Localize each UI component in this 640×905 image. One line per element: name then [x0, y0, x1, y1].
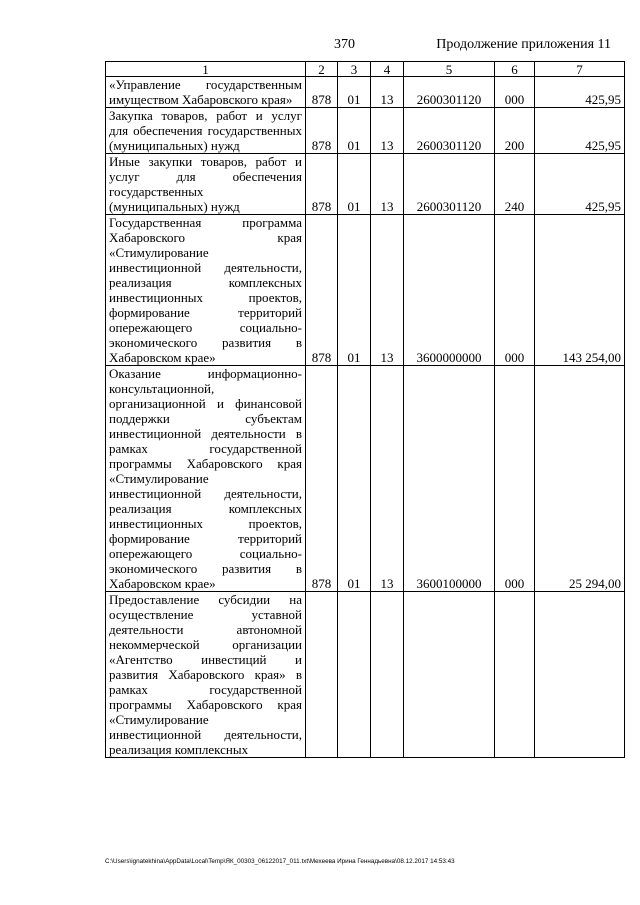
- row-name: Закупка товаров, работ и услуг для обеспечения государственных (муниципальных) нужд: [106, 108, 306, 154]
- ministry-code: 878: [306, 108, 338, 154]
- budget-table: [105, 61, 625, 758]
- target-article: [404, 592, 495, 758]
- subsection-code: 13: [371, 366, 404, 592]
- ministry-code: 878: [306, 366, 338, 592]
- column-header: 5: [404, 62, 495, 77]
- column-header: 6: [495, 62, 535, 77]
- subsection-code: 13: [371, 154, 404, 215]
- ministry-code: [306, 592, 338, 758]
- table-row: [106, 592, 625, 758]
- expense-type: 000: [495, 366, 535, 592]
- target-article: 3600100000: [404, 366, 495, 592]
- subsection-code: 13: [371, 77, 404, 108]
- table-row: [106, 77, 625, 108]
- column-header: 7: [535, 62, 625, 77]
- amount: 425,95: [535, 108, 625, 154]
- row-name: Оказание информационно-консультационной, организационной и финансовой поддержки субъектам инвестиционной деятельности в рамках государственной программы Хабаровского края «Стимулирование инвестиционной деятельности, реализация комплексных инвестиционных проектов, формирование территорий опережающего социально-экономического развития в Хабаровском крае»: [106, 366, 306, 592]
- table-row: [106, 366, 625, 592]
- amount: 425,95: [535, 154, 625, 215]
- expense-type: 000: [495, 215, 535, 366]
- subsection-code: [371, 592, 404, 758]
- target-article: 3600000000: [404, 215, 495, 366]
- ministry-code: 878: [306, 154, 338, 215]
- section-code: 01: [338, 215, 371, 366]
- column-header: 1: [106, 62, 306, 77]
- page-number: 370: [334, 37, 355, 52]
- target-article: 2600301120: [404, 154, 495, 215]
- row-name: Государственная программа Хабаровского края «Стимулирование инвестиционной деятельности, реализация комплексных инвестиционных проектов, формирование территорий опережающего социально-экономического развития в Хабаровском крае»: [106, 215, 306, 366]
- ministry-code: 878: [306, 215, 338, 366]
- expense-type: [495, 592, 535, 758]
- target-article: 2600301120: [404, 77, 495, 108]
- continuation-label: Продолжение приложения 11: [436, 37, 611, 52]
- table-row: [106, 215, 625, 366]
- amount: 25 294,00: [535, 366, 625, 592]
- expense-type: 240: [495, 154, 535, 215]
- amount: [535, 592, 625, 758]
- subsection-code: 13: [371, 108, 404, 154]
- section-code: [338, 592, 371, 758]
- row-name: Иные закупки товаров, работ и услуг для обеспечения государственных (муниципальных) нужд: [106, 154, 306, 215]
- section-code: 01: [338, 77, 371, 108]
- amount: 143 254,00: [535, 215, 625, 366]
- amount: 425,95: [535, 77, 625, 108]
- table-header-row: [106, 62, 625, 77]
- section-code: 01: [338, 154, 371, 215]
- expense-type: 000: [495, 77, 535, 108]
- target-article: 2600301120: [404, 108, 495, 154]
- ministry-code: 878: [306, 77, 338, 108]
- column-header: 4: [371, 62, 404, 77]
- table-row: [106, 154, 625, 215]
- section-code: 01: [338, 366, 371, 592]
- file-path-footer: C:\Users\ignatekhina\AppData\Local\Temp\ЯК_00303_06122017_011.txt\Мехеева Ирина Геннадьевна\08.12.2017 14:53:43: [105, 858, 455, 865]
- expense-type: 200: [495, 108, 535, 154]
- subsection-code: 13: [371, 215, 404, 366]
- column-header: 2: [306, 62, 338, 77]
- section-code: 01: [338, 108, 371, 154]
- table-row: [106, 108, 625, 154]
- column-header: 3: [338, 62, 371, 77]
- row-name: «Управление государственным имуществом Хабаровского края»: [106, 77, 306, 108]
- row-name: Предоставление субсидии на осуществление уставной деятельности автономной некоммерческой организации «Агентство инвестиций и развития Хабаровского края» в рамках государственной программы Хабаровского края «Стимулирование инвестиционной деятельности, реализация комплексных: [106, 592, 306, 758]
